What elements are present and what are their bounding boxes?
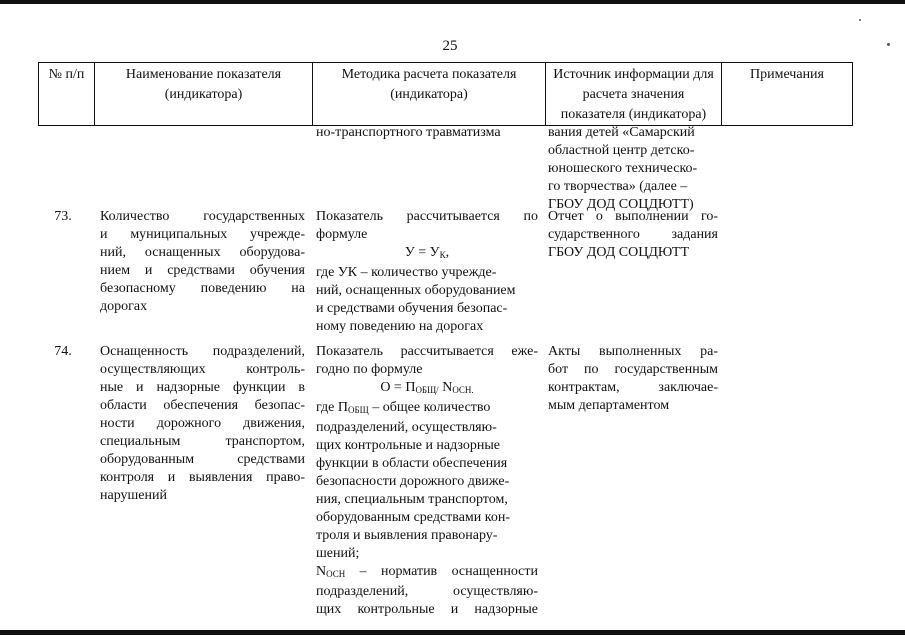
formula-main: У = У <box>404 245 440 260</box>
n-prefix: N <box>316 564 327 579</box>
text-line: безопасному поведению на <box>100 281 305 296</box>
text-line: контрактам, заключае- <box>548 380 718 395</box>
header-col-name: Наименование показателя (индикатора) <box>95 63 313 126</box>
row-74-method <box>316 343 538 619</box>
formula-part: N <box>438 380 453 395</box>
n-tail: – норматив оснащенности <box>345 564 538 579</box>
text-line: ГБОУ ДОД СОЦДЮТТ <box>548 245 690 260</box>
header-col-number: № п/п <box>39 63 95 126</box>
text-line: Отчет о выполнении го- <box>548 209 718 224</box>
text-line: функции в области обеспечения <box>316 456 508 471</box>
text-line: го творчества» (далее – <box>548 179 688 194</box>
text-line: где УК – количество учрежде- <box>316 265 497 280</box>
continuation-source <box>548 124 718 214</box>
continuation-method <box>316 124 538 142</box>
text-line: дорогах <box>100 299 148 314</box>
formula <box>316 379 538 399</box>
n-sub: ОСН <box>326 569 346 579</box>
text-line: подразделений, осуществляю- <box>316 584 538 599</box>
text-line: троля и выявления правонару- <box>316 528 498 543</box>
where-sub: ОБЩ <box>348 405 369 415</box>
text-line: ные и надзорные функции в <box>100 380 305 395</box>
formula-sub: ОСН. <box>452 385 474 395</box>
text-line: оборудованным средствами кон- <box>316 510 511 525</box>
text-line <box>316 563 538 583</box>
formula <box>316 244 538 264</box>
scan-edge-top <box>0 0 905 4</box>
header-col-source: Источник информации для расчета значения показателя (индикатора) <box>546 63 722 126</box>
text-line: формуле <box>316 227 368 242</box>
row-73-name <box>100 208 305 316</box>
text-line: сударственного задания <box>548 227 718 242</box>
text-line: ности дорожного движения, <box>100 416 305 431</box>
where-prefix: где П <box>316 400 348 415</box>
text-line: вания детей «Самарский <box>548 125 695 140</box>
text-line: осуществляющих контроль- <box>100 362 305 377</box>
text-line: ний, оснащенных оборудова- <box>100 245 305 260</box>
text-line: нием и средствами обучения <box>100 263 305 278</box>
text-line: щих контрольные и надзорные <box>316 438 500 453</box>
formula-part: О = П <box>380 380 416 395</box>
text-line: подразделений, осуществляю- <box>316 420 497 435</box>
text-line: Показатель рассчитывается по <box>316 209 538 224</box>
text-line: и муниципальных учрежде- <box>100 227 305 242</box>
text-line: оборудованным средствами <box>100 452 305 467</box>
text-line: юношеского техническо- <box>548 161 698 176</box>
text-line: годно по формуле <box>316 362 423 377</box>
formula-sub: К <box>439 250 446 260</box>
formula-sub: ОБЩ/ <box>415 385 439 395</box>
row-74-name <box>100 343 305 505</box>
page-number: 25 <box>442 38 458 54</box>
scan-speck <box>859 19 861 21</box>
row-73-method <box>316 208 538 336</box>
text-line: безопасности дорожного движе- <box>316 474 510 489</box>
text-line: но-транспортного травматизма <box>316 125 501 140</box>
formula-tail: , <box>445 245 450 260</box>
text-line: бот по государственным <box>548 362 718 377</box>
header-col-notes: Примечания <box>722 63 853 126</box>
where-tail: – общее количество <box>368 400 491 415</box>
text-line: Количество государственных <box>100 209 305 224</box>
text-line: ГБОУ ДОД СОЦДЮТТ) <box>548 197 694 212</box>
text-line: ному поведению на дорогах <box>316 319 484 334</box>
text-line: мым департаментом <box>548 398 670 413</box>
text-line: специальным транспортом, <box>100 434 305 449</box>
header-col-method: Методика расчета показателя (индикатора) <box>313 63 546 126</box>
text-line: щих контрольные и надзорные <box>316 602 538 617</box>
text-line: ний, оснащенных оборудованием <box>316 283 516 298</box>
scan-speck <box>887 43 890 46</box>
text-line: Оснащенность подразделений, <box>100 344 305 359</box>
text-line: областной центр детско- <box>548 143 695 158</box>
text-line: Показатель рассчитывается еже- <box>316 344 538 359</box>
row-73-number: 73. <box>54 209 72 224</box>
text-line: контроля и выявления право- <box>100 470 305 485</box>
table-header <box>38 62 853 126</box>
text-line: области обеспечения безопас- <box>100 398 305 413</box>
text-line: Акты выполненных ра- <box>548 344 718 359</box>
row-73-source <box>548 208 718 262</box>
text-line: и средствами обучения безопас- <box>316 301 508 316</box>
row-74-number: 74. <box>54 344 72 359</box>
text-line: нарушений <box>100 488 167 503</box>
text-line: ния, специальным транспортом, <box>316 492 508 507</box>
text-line: шений; <box>316 546 360 561</box>
row-74-source <box>548 343 718 415</box>
text-line <box>316 399 538 419</box>
scan-edge-bottom <box>0 630 905 635</box>
